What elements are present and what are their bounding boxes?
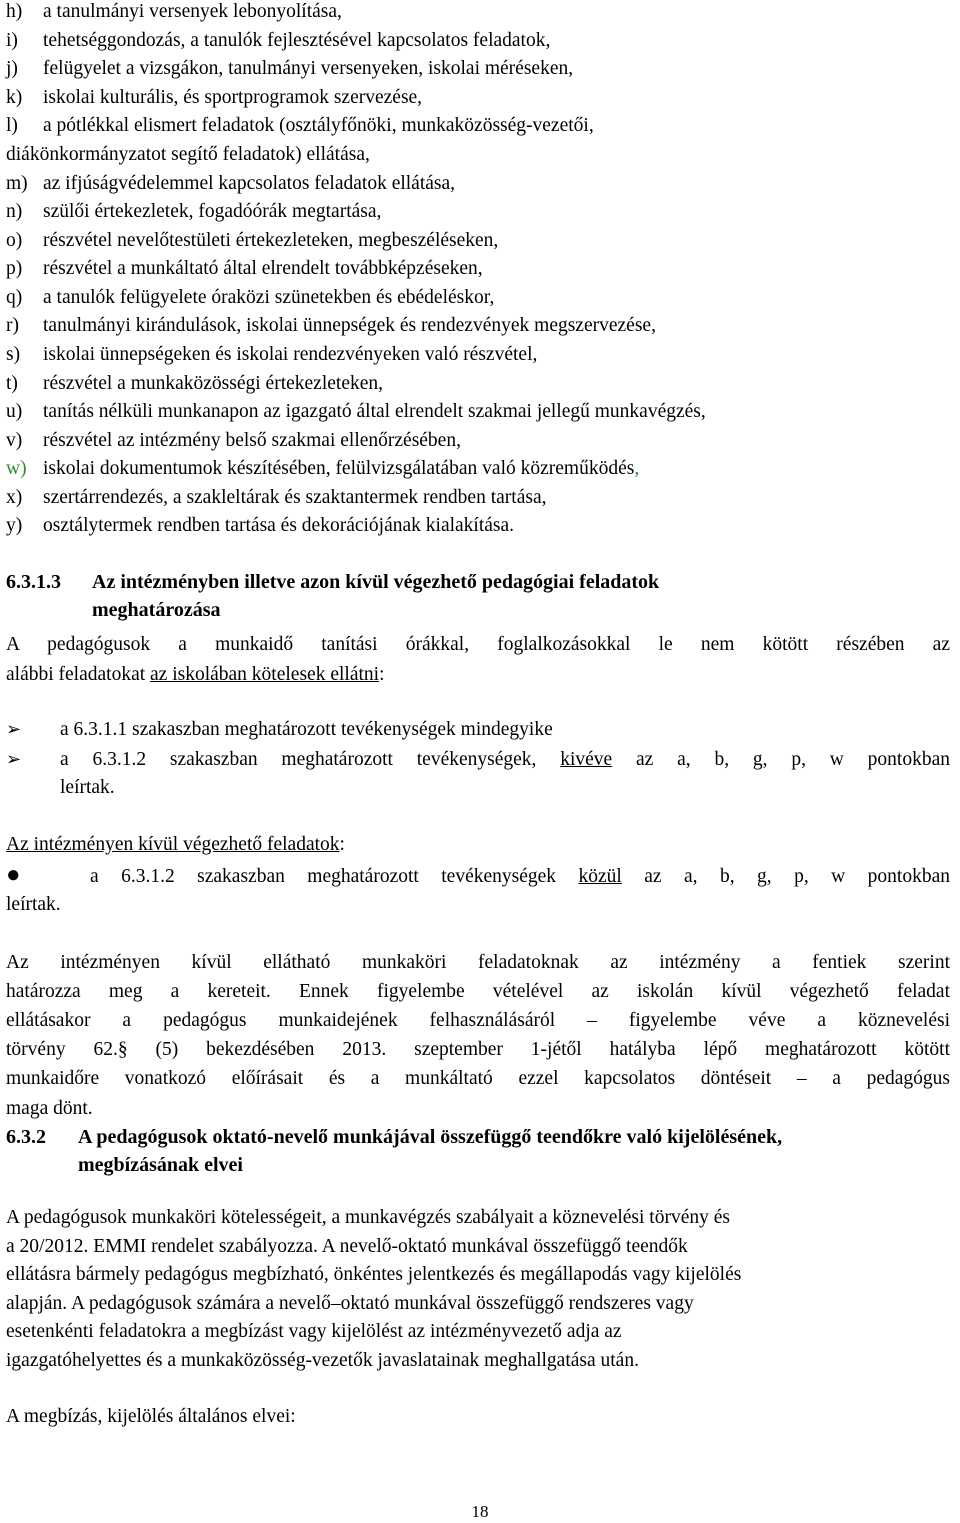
list-text: iskolai ünnepségeken és iskolai rendezvényeken való részvétel, [43, 344, 538, 365]
section-number: 6.3.1.3 [6, 571, 61, 593]
section-title-line1: A pedagógusok oktató-nevelő munkájával összefüggő teendőkre való kijelölésének, [78, 1126, 783, 1148]
list-marker: p) [6, 258, 23, 279]
paragraph-line: Az intézményen kívül ellátható munkaköri feladatoknak az intézmény a fentiek szerint [6, 952, 950, 973]
paragraph-line: igazgatóhelyettes és a munkaközösség-vezetők javaslatainak meghallgatása után. [6, 1350, 639, 1371]
section-title-line2: megbízásának elvei [78, 1154, 243, 1176]
list-text: tehetséggondozás, a tanulók fejlesztésével kapcsolatos feladatok, [43, 30, 551, 51]
list-text: iskolai dokumentumok készítésében, felülvizsgálatában való közreműködés, [43, 458, 640, 479]
paragraph-line: ellátásra bármely pedagógus megbízható, önkéntes jelentkezés és megállapodás vagy kijelölés [6, 1264, 742, 1285]
list-marker: h) [6, 1, 23, 22]
outside-heading-text: Az intézményen kívül végezhető feladatok [6, 834, 340, 855]
list-text: részvétel a munkaközösségi értekezleteken, [43, 373, 384, 394]
list-marker: y) [6, 515, 23, 536]
paragraph-line: munkaidőre vonatkozó előírásait és a munkáltató ezzel kapcsolatos döntéseit – a pedagógus [6, 1068, 950, 1089]
list-text: az ifjúságvédelemmel kapcsolatos feladatok ellátása, [43, 173, 456, 194]
list-item [6, 457, 950, 481]
list-item [6, 114, 950, 138]
bullet-item-2-cont: leírtak. [60, 777, 115, 798]
intro-line1: A pedagógusok a munkaidő tanítási órákkal, foglalkozásokkal le nem kötött részében az [6, 634, 950, 655]
arrow-bullet-icon: ➢ [6, 719, 22, 740]
section-heading-6-3-2 [6, 1125, 782, 1149]
list-marker: x) [6, 487, 23, 508]
list-text: részvétel nevelőtestületi értekezleteken, megbeszéléseken, [43, 230, 499, 251]
list-marker: i) [6, 30, 18, 51]
list-marker: r) [6, 315, 19, 336]
section-title-line2: meghatározása [92, 599, 221, 621]
bullet-item-1 [6, 718, 553, 742]
paragraph-line: a 20/2012. EMMI rendelet szabályozza. A nevelő-oktató munkával összefüggő teendők [6, 1236, 688, 1257]
list-text: a tanulmányi versenyek lebonyolítása, [43, 1, 342, 22]
list-item [6, 486, 950, 510]
list-marker: m) [6, 173, 28, 194]
outside-tasks-heading [6, 833, 345, 857]
list-marker: l) [6, 115, 18, 136]
list-item [6, 400, 950, 424]
list-text: osztálytermek rendben tartása és dekorációjának kialakítása. [43, 515, 515, 536]
list-marker: n) [6, 201, 23, 222]
dot-item [6, 862, 950, 889]
list-item [6, 429, 950, 453]
list-item-continuation: diákönkormányzatot segítő feladatok) ellátása, [6, 144, 370, 165]
bullet-item-2 [6, 748, 950, 772]
list-text: felügyelet a vizsgákon, tanulmányi versenyeken, iskolai méréseken, [43, 58, 574, 79]
list-item [6, 172, 950, 196]
list-marker: j) [6, 58, 18, 79]
list-marker: t) [6, 373, 18, 394]
bullet-dot-icon: ● [6, 862, 21, 888]
section-title-line1: Az intézményben illetve azon kívül végezhető pedagógiai feladatok [92, 571, 660, 593]
list-text: a tanulók felügyelete óraközi szünetekben és ebédeléskor, [43, 287, 495, 308]
arrow-bullet-icon: ➢ [6, 749, 22, 770]
intro-line2 [6, 663, 384, 687]
list-marker: k) [6, 87, 23, 108]
list-marker: w) [6, 458, 27, 479]
list-text: szertárrendezés, a szakleltárak és szaktantermek rendben tartása, [43, 487, 547, 508]
list-marker: o) [6, 230, 23, 251]
paragraph-line: határozza meg a kereteit. Ennek figyelembe vételével az iskolán kívül végezhető feladat [6, 981, 950, 1002]
bullet-text: a 6.3.1.2 szakaszban meghatározott tevékenységek, kivéve az a, b, g, p, w pontokban [60, 749, 950, 770]
closing-line: A megbízás, kijelölés általános elvei: [6, 1406, 296, 1427]
list-item [6, 314, 950, 338]
list-item [6, 0, 950, 24]
list-marker: u) [6, 401, 23, 422]
para1-last-line: maga dönt. [6, 1098, 93, 1119]
list-item [6, 57, 950, 81]
paragraph-line: alapján. A pedagógusok számára a nevelő–oktató munkával összefüggő rendszeres vagy [6, 1293, 694, 1314]
outside-heading-colon: : [339, 834, 345, 855]
list-item [6, 229, 950, 253]
page-number: 18 [471, 1502, 489, 1521]
list-item [6, 200, 950, 224]
paragraph-line: törvény 62.§ (5) bekezdésében 2013. szeptember 1-jétől hatályba lépő meghatározott kötött [6, 1039, 950, 1060]
list-item [6, 372, 950, 396]
list-text: tanítás nélküli munkanapon az igazgató által elrendelt szakmai jellegű munkavégzés, [43, 401, 706, 422]
list-marker: q) [6, 287, 23, 308]
list-text: tanulmányi kirándulások, iskolai ünnepségek és rendezvények megszervezése, [43, 315, 656, 336]
intro-text: alábbi feladatokat [6, 664, 151, 685]
paragraph-line: esetenkénti feladatokra a megbízást vagy kijelölést az intézményvezető adja az [6, 1321, 622, 1342]
section-heading-6-3-1-3 [6, 570, 659, 594]
list-text: iskolai kulturális, és sportprogramok szervezése, [43, 87, 423, 108]
list-text: részvétel a munkáltató által elrendelt továbbképzéseken, [43, 258, 483, 279]
list-marker: s) [6, 344, 21, 365]
list-text: szülői értekezletek, fogadóórák megtartása, [43, 201, 382, 222]
list-item [6, 343, 950, 367]
list-item [6, 514, 950, 538]
dot-item-text: a 6.3.1.2 szakaszban meghatározott tevékenységek közül az a, b, g, p, w pontokban [90, 866, 950, 887]
paragraph-line: A pedagógusok munkaköri kötelességeit, a munkavégzés szabályait a köznevelési törvény és [6, 1207, 730, 1228]
intro-colon: : [379, 664, 385, 685]
intro-underlined: az iskolában kötelesek ellátni [150, 664, 380, 685]
list-item [6, 29, 950, 53]
section-number: 6.3.2 [6, 1126, 46, 1148]
bullet-text: a 6.3.1.1 szakaszban meghatározott tevékenységek mindegyike [60, 719, 553, 740]
list-item [6, 286, 950, 310]
list-text: részvétel az intézmény belső szakmai ellenőrzésében, [43, 430, 461, 451]
list-item [6, 86, 950, 110]
list-item [6, 257, 950, 281]
list-text: a pótlékkal elismert feladatok (osztályfőnöki, munkaközösség-vezetői, [43, 115, 594, 136]
list-marker: v) [6, 430, 23, 451]
paragraph-line: ellátásakor a pedagógus munkaidejének felhasználásáról – figyelembe véve a köznevelési [6, 1010, 950, 1031]
dot-item-cont: leírtak. [6, 894, 61, 915]
